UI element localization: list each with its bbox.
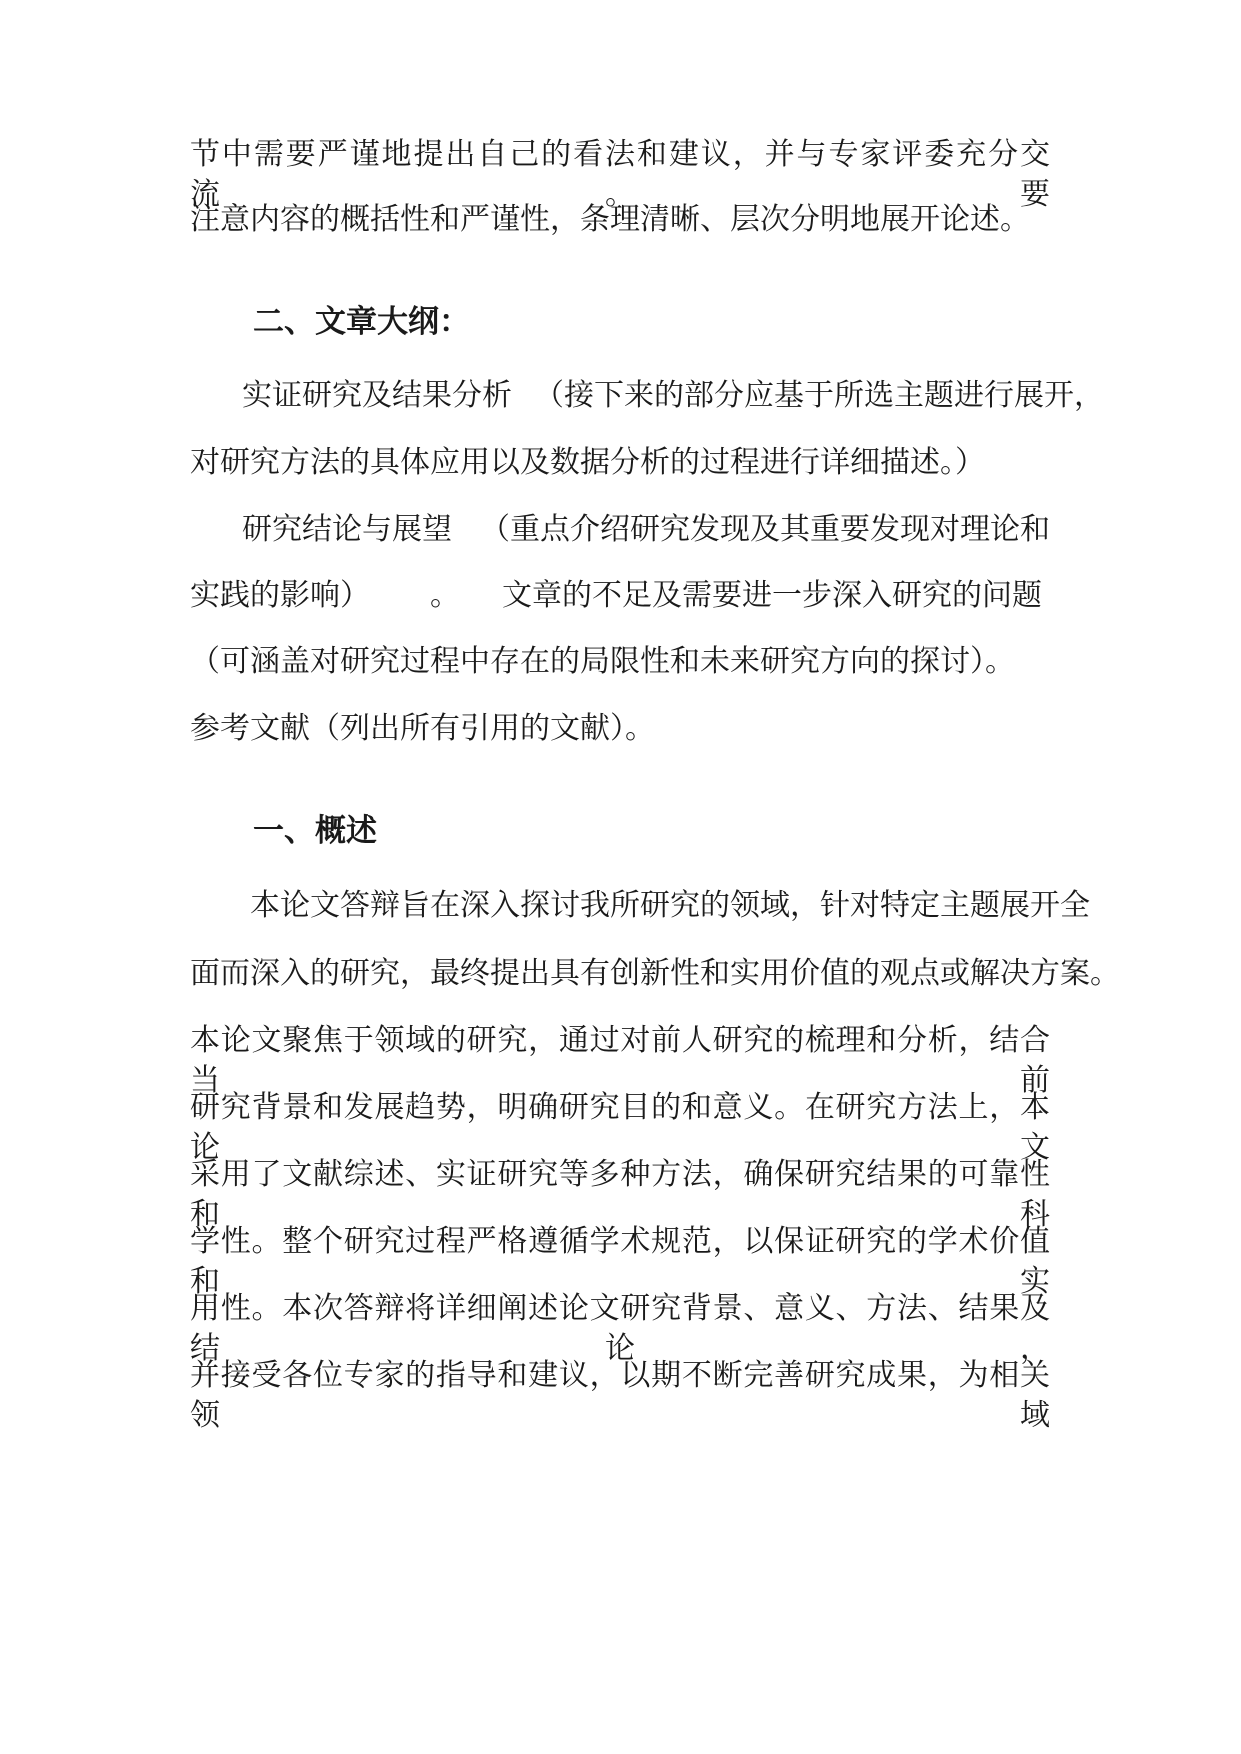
- overview-line-1: [190, 886, 1090, 926]
- overview-heading: 一、概述: [253, 813, 377, 849]
- outline-item-2-line-2: [190, 576, 1050, 616]
- outline-item-1-title: 实证研究及结果分析: [242, 378, 512, 413]
- outline-heading: 二、文章大纲：: [253, 304, 470, 340]
- overview-line-3: 本论文聚焦于领域的研究，通过对前人研究的梳理和分析，结合当前: [190, 1023, 1050, 1098]
- outline-item-1-line-1: [190, 376, 1104, 416]
- outline-item-2-line-3: （可涵盖对研究过程中存在的局限性和未来研究方向的探讨）。: [190, 644, 1015, 679]
- overview-line-7: 用性。本次答辩将详细阐述论文研究背景、意义、方法、结果及结论，: [190, 1291, 1050, 1366]
- outline-item-1-desc: （接下来的部分应基于所选主题进行展开，: [534, 378, 1104, 413]
- outline-item-2-shortcomings: 文章的不足及需要进一步深入研究的问题: [502, 578, 1042, 613]
- outline-item-2-title: 研究结论与展望: [242, 512, 452, 547]
- outline-item-2-line-1: [190, 510, 1050, 550]
- outline-item-2-impact: 实践的影响）: [190, 578, 370, 613]
- overview-line-6: 学性。整个研究过程严格遵循学术规范，以保证研究的学术价值和实: [190, 1224, 1050, 1299]
- outline-item-3: 参考文献（列出所有引用的文献）。: [190, 711, 655, 746]
- intro-line-2: 注意内容的概括性和严谨性，条理清晰、层次分明地展开论述。: [190, 202, 1030, 237]
- overview-line-8: 并接受各位专家的指导和建议，以期不断完善研究成果，为相关领域: [190, 1358, 1050, 1433]
- outline-item-1-line-2: 对研究方法的具体应用以及数据分析的过程进行详细描述。）: [190, 445, 985, 480]
- overview-line-2: 面而深入的研究，最终提出具有创新性和实用价值的观点或解决方案。: [190, 956, 1120, 991]
- overview-line-5: 采用了文献综述、实证研究等多种方法，确保研究结果的可靠性和科: [190, 1157, 1050, 1232]
- overview-line-1-text: 本论文答辩旨在深入探讨我所研究的领域，针对特定主题展开全: [250, 888, 1090, 923]
- intro-line-1: 节中需要严谨地提出自己的看法和建议，并与专家评委充分交流。要: [190, 137, 1050, 212]
- outline-item-2-period: 。: [430, 578, 460, 613]
- overview-line-4: 研究背景和发展趋势，明确研究目的和意义。在研究方法上，本论文: [190, 1090, 1050, 1165]
- outline-item-2-desc: （重点介绍研究发现及其重要发现对理论和: [480, 512, 1050, 547]
